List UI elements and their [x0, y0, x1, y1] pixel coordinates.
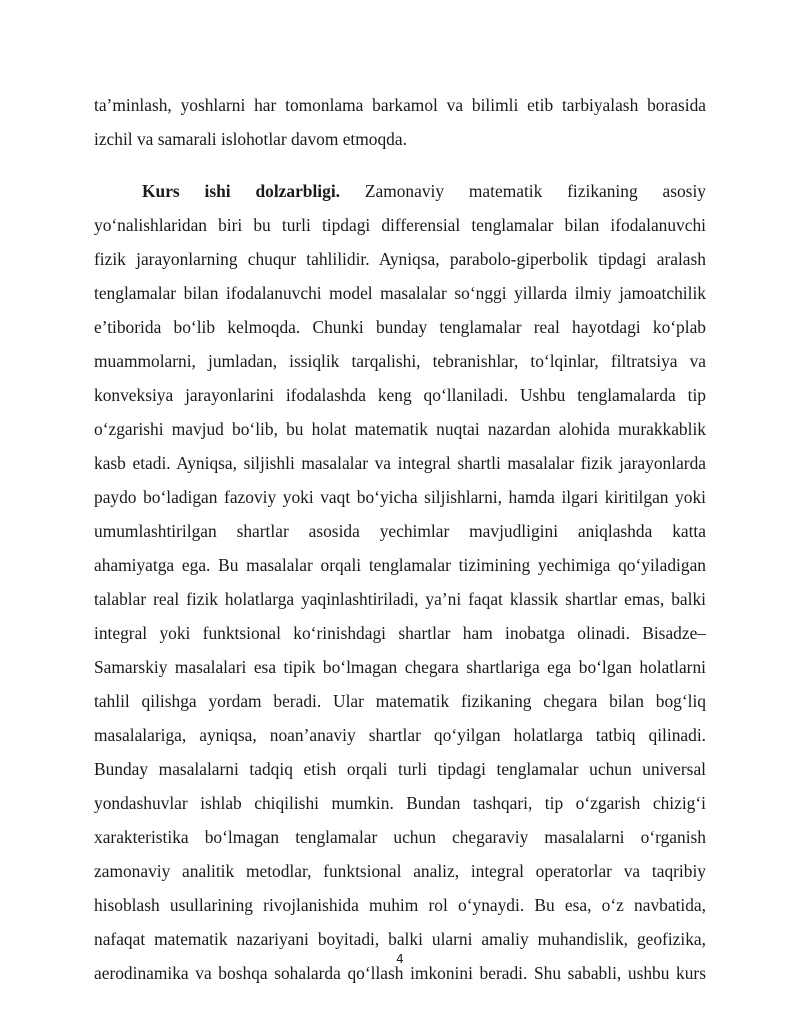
paragraph-intro-continuation [94, 88, 706, 156]
text-line: umumlashtirilgan shartlar asosida yechimlar mavjudligini aniqlashda katta [94, 521, 706, 541]
text-line: ahamiyatga ega. Bu masalalar orqali tenglamalar tizimining yechimiga qo‘yiladigan [94, 555, 706, 575]
text-line: tahlil qilishga yordam beradi. Ular matematik fizikaning chegara bilan bog‘liq [94, 691, 706, 711]
text-line: zamonaviy analitik metodlar, funktsional analiz, integral operatorlar va taqribiy [94, 861, 706, 881]
text-line: e’tiborida bo‘lib kelmoqda. Chunki bunday tenglamalar real hayotdagi ko‘plab [94, 317, 706, 337]
text-line: integral yoki funktsional ko‘rinishdagi shartlar ham inobatga olinadi. Bisadze– [94, 623, 706, 643]
text-line: yo‘nalishlaridan biri bu turli tipdagi differensial tenglamalar bilan ifodalanuvchi [94, 215, 706, 235]
text-line: ta’minlash, yoshlarni har tomonlama barkamol va bilimli etib tarbiyalash borasida [94, 95, 706, 115]
text-fragment: Zamonaviy matematik fizikaning asosiy [364, 181, 706, 201]
paragraph-relevance [94, 174, 706, 990]
text-line: kasb etadi. Ayniqsa, siljishli masalalar va integral shartli masalalar fizik jarayonlarda [94, 453, 706, 473]
text-line: talablar real fizik holatlarga yaqinlashtiriladi, ya’ni faqat klassik shartlar emas, balki [94, 589, 706, 609]
text-line: o‘zgarishi mavjud bo‘lib, bu holat matematik nuqtai nazardan alohida murakkablik [94, 419, 706, 439]
paragraph-spacer [94, 156, 706, 174]
text-line: fizik jarayonlarning chuqur tahlilidir. Ayniqsa, parabolo-giperbolik tipdagi aralash [94, 249, 706, 269]
text-line: xarakteristika bo‘lmagan tenglamalar uchun chegaraviy masalalarni o‘rganish [94, 827, 706, 847]
text-line: tenglamalar bilan ifodalanuvchi model masalalar so‘nggi yillarda ilmiy jamoatchilik [94, 283, 706, 303]
document-page [94, 88, 706, 990]
page-number: 4 [396, 952, 404, 966]
text-line: izchil va samarali islohotlar davom etmoqda. [94, 129, 407, 149]
text-line: Bunday masalalarni tadqiq etish orqali turli tipdagi tenglamalar uchun universal [94, 759, 706, 779]
text-line: Samarskiy masalalari esa tipik bo‘lmagan chegara shartlariga ega bo‘lgan holatlarni [94, 657, 706, 677]
text-line: konveksiya jarayonlarini ifodalashda keng qo‘llaniladi. Ushbu tenglamalarda tip [94, 385, 706, 405]
text-line: aerodinamika va boshqa sohalarda qo‘llash imkonini beradi. Shu sababli, ushbu kurs [94, 963, 706, 983]
text-line: yondashuvlar ishlab chiqilishi mumkin. Bundan tashqari, tip o‘zgarish chizig‘i [94, 793, 706, 813]
text-line: paydo bo‘ladigan fazoviy yoki vaqt bo‘yicha siljishlarni, hamda ilgari kiritilgan yoki [94, 487, 706, 507]
text-line: nafaqat matematik nazariyani boyitadi, balki ularni amaliy muhandislik, geofizika, [94, 929, 706, 949]
text-line: masalalariga, ayniqsa, noan’anaviy shartlar qo‘yilgan holatlarga tatbiq qilinadi. [94, 725, 706, 745]
section-heading: Kurs ishi dolzarbligi. [142, 181, 341, 201]
text-line-first [94, 174, 706, 208]
text-line: hisoblash usullarining rivojlanishida muhim rol o‘ynaydi. Bu esa, o‘z navbatida, [94, 895, 706, 915]
text-line: muammolarni, jumladan, issiqlik tarqalishi, tebranishlar, to‘lqinlar, filtratsiya va [94, 351, 706, 371]
